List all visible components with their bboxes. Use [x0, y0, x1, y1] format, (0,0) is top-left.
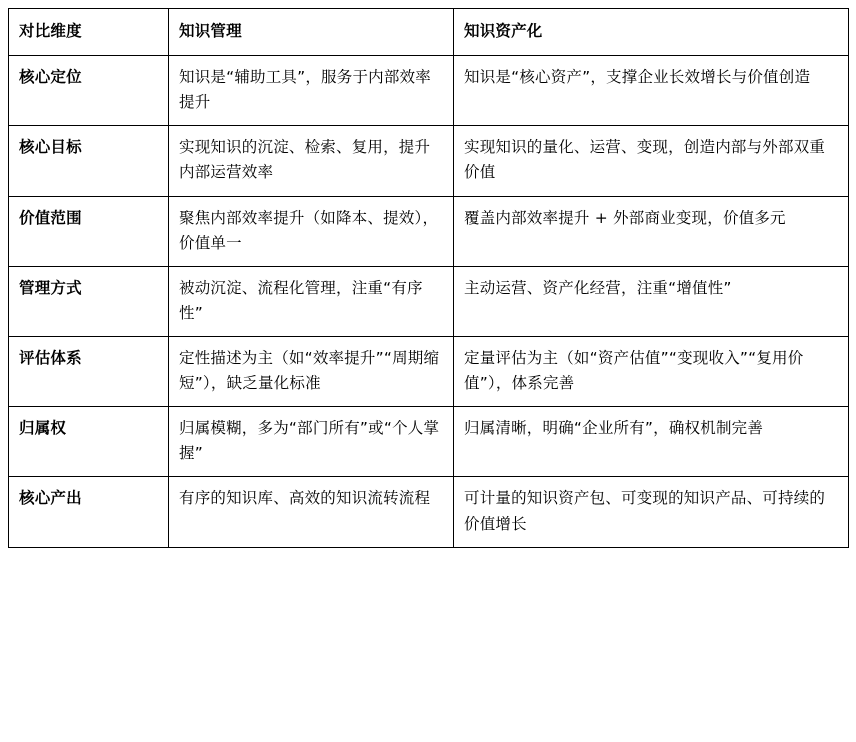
row-ka-cell: 实现知识的量化、运营、变现，创造内部与外部双重价值	[454, 126, 849, 196]
table-row	[9, 56, 849, 126]
table-row	[9, 126, 849, 196]
row-dimension-cell: 核心产出	[9, 477, 169, 547]
header-label: 知识资产化	[464, 22, 543, 40]
row-ka-cell: 主动运营、资产化经营，注重“增值性”	[454, 266, 849, 336]
table-row	[9, 336, 849, 406]
header-cell-knowledge-management	[169, 9, 454, 56]
row-dimension-cell: 核心定位	[9, 56, 169, 126]
row-km-cell: 被动沉淀、流程化管理，注重“有序性”	[169, 266, 454, 336]
row-km-cell: 知识是“辅助工具”，服务于内部效率提升	[169, 56, 454, 126]
table-row	[9, 266, 849, 336]
row-km-cell: 定性描述为主（如“效率提升”“周期缩短”），缺乏量化标准	[169, 336, 454, 406]
header-label: 对比维度	[19, 22, 82, 40]
table-row	[9, 477, 849, 547]
row-dimension-cell: 核心目标	[9, 126, 169, 196]
row-km-cell: 实现知识的沉淀、检索、复用，提升内部运营效率	[169, 126, 454, 196]
row-km-cell: 归属模糊，多为“部门所有”或“个人掌握”	[169, 407, 454, 477]
row-dimension-cell: 评估体系	[9, 336, 169, 406]
row-dimension-cell: 价值范围	[9, 196, 169, 266]
comparison-table	[8, 8, 849, 548]
row-ka-cell: 可计量的知识资产包、可变现的知识产品、可持续的价值增长	[454, 477, 849, 547]
table-row	[9, 407, 849, 477]
row-km-cell: 有序的知识库、高效的知识流转流程	[169, 477, 454, 547]
header-label: 知识管理	[179, 22, 242, 40]
table-row	[9, 196, 849, 266]
row-ka-cell: 知识是“核心资产”，支撑企业长效增长与价值创造	[454, 56, 849, 126]
header-cell-knowledge-assetization	[454, 9, 849, 56]
header-cell-dimension	[9, 9, 169, 56]
row-ka-cell: 覆盖内部效率提升 + 外部商业变现，价值多元	[454, 196, 849, 266]
row-km-cell: 聚焦内部效率提升（如降本、提效），价值单一	[169, 196, 454, 266]
row-ka-cell: 归属清晰，明确“企业所有”，确权机制完善	[454, 407, 849, 477]
row-dimension-cell: 管理方式	[9, 266, 169, 336]
row-dimension-cell: 归属权	[9, 407, 169, 477]
table-header-row	[9, 9, 849, 56]
row-ka-cell: 定量评估为主（如“资产估值”“变现收入”“复用价值”），体系完善	[454, 336, 849, 406]
